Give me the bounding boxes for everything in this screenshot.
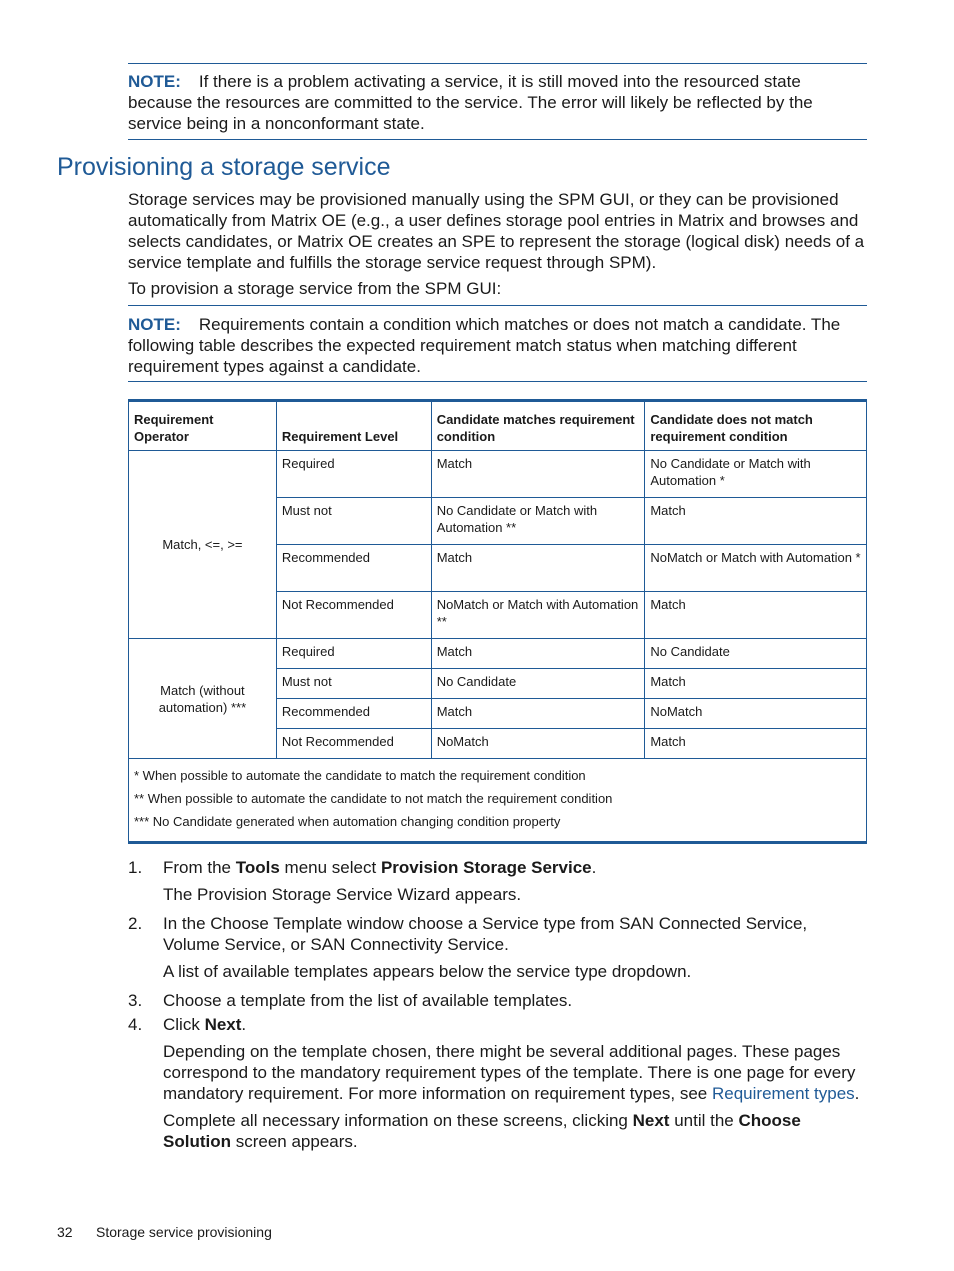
step-1-mid: menu select — [279, 858, 381, 877]
not-matches-cell: NoMatch or Match with Automation * — [645, 545, 867, 592]
matches-cell: Match — [431, 699, 645, 729]
section-intro: Storage services may be provisioned manually using the SPM GUI, or they can be provisioned automatically from Matrix OE (e.g., a user defines storage pool entries in Matrix and browses and selects candidates, or Matrix OE creates an SPE to represent the storage (logical disk) needs of a service template and fulfills the storage service request through SPM). — [128, 190, 865, 272]
section-lead: To provision a storage service from the SPM GUI: — [128, 279, 502, 298]
level-cell: Recommended — [276, 545, 431, 592]
matches-cell: NoMatch or Match with Automation ** — [431, 592, 645, 639]
requirement-types-link[interactable]: Requirement types — [711, 1084, 855, 1103]
not-matches-cell: Match — [645, 729, 867, 759]
footnote-2: ** When possible to automate the candidate to not match the requirement condition — [134, 791, 613, 806]
not-matches-cell: NoMatch — [645, 699, 867, 729]
not-matches-cell: Match — [645, 669, 867, 699]
not-matches-cell: Match — [645, 592, 867, 639]
note2-label: NOTE: — [128, 315, 181, 334]
step-4-detail-end: . — [854, 1084, 860, 1103]
step-4-number: 4. — [128, 1015, 143, 1034]
step-1-post: . — [591, 858, 597, 877]
step-4-complete-pre: Complete all necessary information on these screens, clicking — [163, 1111, 633, 1130]
step-4-detail — [163, 1041, 868, 1104]
matches-cell: NoMatch — [431, 729, 645, 759]
footnote-1: * When possible to automate the candidate to match the requirement condition — [134, 768, 586, 783]
note1-top-rule — [128, 63, 867, 64]
table-row — [129, 639, 867, 669]
step-4-detail-text: Depending on the template chosen, there might be several additional pages. These pages correspond to the mandatory requirement types of the template. There is one page for every mandatory requirement. For more information on requirement types, see — [163, 1042, 856, 1103]
matches-cell: Match — [431, 545, 645, 592]
step-3-number: 3. — [128, 991, 143, 1010]
step-4-post: . — [241, 1015, 247, 1034]
step-2-result: A list of available templates appears below the service type dropdown. — [163, 962, 692, 981]
header-candidate-matches: Candidate matches requirement condition — [431, 401, 645, 451]
header-candidate-not-matches: Candidate does not match requirement condition — [645, 401, 867, 451]
tools-menu-ref: Tools — [235, 858, 280, 877]
section-title: Provisioning a storage service — [57, 153, 391, 181]
step-2-number: 2. — [128, 914, 143, 933]
page-number: 32 — [57, 1224, 73, 1240]
level-cell: Not Recommended — [276, 592, 431, 639]
step-3-text: Choose a template from the list of available templates. — [163, 991, 573, 1010]
table-footnote-row — [129, 759, 867, 843]
next-ref: Next — [632, 1111, 670, 1130]
note1 — [128, 71, 868, 134]
chapter-title: Storage service provisioning — [96, 1224, 272, 1240]
note2-top-rule — [128, 305, 867, 306]
not-matches-cell: No Candidate — [645, 639, 867, 669]
matches-cell: Match — [431, 639, 645, 669]
level-cell: Not Recommended — [276, 729, 431, 759]
step-4-complete-mid: until the — [669, 1111, 739, 1130]
note1-bottom-rule — [128, 139, 867, 140]
footnote-3: *** No Candidate generated when automation changing condition property — [134, 814, 561, 829]
provision-storage-service-ref: Provision Storage Service — [380, 858, 592, 877]
level-cell: Must not — [276, 669, 431, 699]
step-4-complete — [163, 1110, 868, 1152]
header-requirement-level: Requirement Level — [276, 401, 431, 451]
header-requirement-operator: Requirement Operator — [129, 401, 277, 451]
level-cell: Recommended — [276, 699, 431, 729]
table-row — [129, 451, 867, 498]
operator-cell: Match, <=, >= — [129, 451, 277, 639]
step-4-text — [163, 1014, 868, 1035]
level-cell: Required — [276, 639, 431, 669]
not-matches-cell: Match — [645, 498, 867, 545]
note2-bottom-rule — [128, 381, 867, 382]
note2 — [128, 314, 868, 377]
matches-cell: No Candidate — [431, 669, 645, 699]
step-1-number: 1. — [128, 858, 143, 877]
table-footnotes — [129, 759, 867, 843]
next-button-ref: Next — [204, 1015, 242, 1034]
step-1-result: The Provision Storage Service Wizard appears. — [163, 885, 522, 904]
requirement-match-table — [128, 399, 867, 844]
choose-solution-ref: Choose Solution — [163, 1111, 801, 1151]
matches-cell: No Candidate or Match with Automation ** — [431, 498, 645, 545]
step-4-pre: Click — [163, 1015, 205, 1034]
not-matches-cell: No Candidate or Match with Automation * — [645, 451, 867, 498]
note2-text: Requirements contain a condition which matches or does not match a candidate. The following table describes the expected requirement match status when matching different requirement types against a candidate. — [128, 315, 841, 376]
note1-text: If there is a problem activating a service, it is still moved into the resourced state because the resources are committed to the service. The error will likely be reflected by the service being in a nonconformant state. — [128, 72, 813, 133]
operator-cell: Match (without automation) *** — [129, 639, 277, 759]
step-4-complete-post: screen appears. — [230, 1132, 358, 1151]
level-cell: Required — [276, 451, 431, 498]
note1-label: NOTE: — [128, 72, 181, 91]
table-header-row — [129, 401, 867, 451]
step-1-text — [163, 857, 868, 878]
level-cell: Must not — [276, 498, 431, 545]
matches-cell: Match — [431, 451, 645, 498]
step-1-pre: From the — [163, 858, 236, 877]
step-2-text: In the Choose Template window choose a Service type from SAN Connected Service, Volume Service, or SAN Connectivity Service. — [163, 914, 808, 954]
